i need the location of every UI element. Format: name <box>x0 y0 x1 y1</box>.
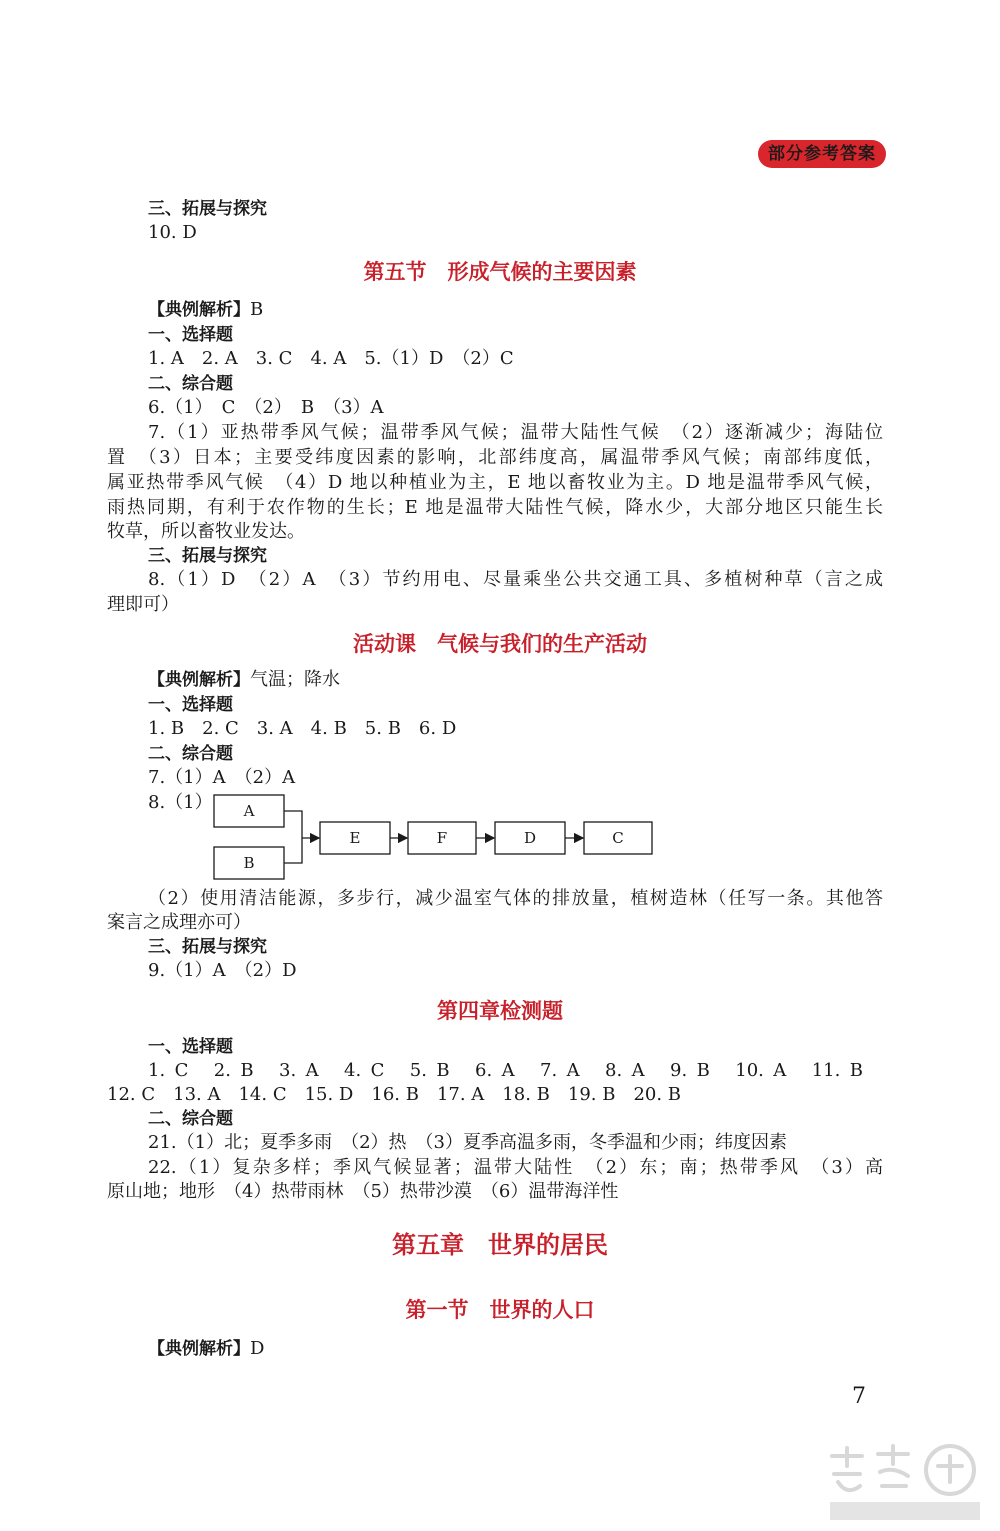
answer-line: 1. C 2. B 3. A 4. C 5. B 6. A 7. A 8. A 9. B 10. A 11. B <box>148 1060 863 1081</box>
answer-line: 8.（1） <box>148 792 213 813</box>
section-heading: 第五节 形成气候的主要因素 <box>363 260 637 284</box>
flow-label-a: A <box>243 802 255 820</box>
section-title: 一、选择题 <box>148 325 233 345</box>
answer-line: 7.（1）亚热带季风气候；温带季风气候；温带大陆性气候 （2）逐渐减少；海陆位 <box>148 422 883 443</box>
section-title: 一、选择题 <box>148 695 233 715</box>
example-label: 【典例解析】 <box>148 300 250 320</box>
flow-connector <box>284 811 302 863</box>
section-heading: 第一节 世界的人口 <box>405 1298 595 1322</box>
answer-line: 属亚热带季风气候 （4）D 地以种植业为主，E 地以畜牧业为主。D 地是温带季风气候， <box>107 472 883 493</box>
section-heading: 第四章检测题 <box>437 999 563 1023</box>
flow-label-d: D <box>523 829 537 847</box>
section-title: 一、选择题 <box>148 1037 233 1057</box>
answer-line: 1. B 2. C 3. A 4. B 5. B 6. D <box>148 718 457 739</box>
answer-line: 12. C 13. A 14. C 15. D 16. B 17. A 18. B 19. B 20. B <box>107 1084 682 1105</box>
section-title: 二、综合题 <box>148 744 233 764</box>
section-title: 二、综合题 <box>148 1109 233 1129</box>
answer-line: 7.（1）A （2）A <box>148 767 296 788</box>
section-title: 三、拓展与探究 <box>148 937 267 957</box>
example-label: 【典例解析】 <box>148 1339 250 1359</box>
example-answer: D <box>250 1338 265 1359</box>
flow-label-f: F <box>436 829 448 847</box>
answer-line: 10. D <box>148 222 197 243</box>
flow-label-b: B <box>243 854 255 872</box>
answer-line: 8.（1）D （2）A （3）节约用电、尽量乘坐公共交通工具、多植树种草（言之成 <box>148 569 883 590</box>
section-heading: 活动课 气候与我们的生产活动 <box>353 632 647 656</box>
answer-line: 6.（1） C （2） B （3）A <box>148 397 384 418</box>
answer-line: （2）使用清洁能源，多步行，减少温室气体的排放量，植树造林（任写一条。其他答 <box>148 888 883 909</box>
answer-line: 理即可） <box>107 594 179 615</box>
chapter-heading: 第五章 世界的居民 <box>392 1231 608 1259</box>
answer-line: 1. A 2. A 3. C 4. A 5.（1）D （2）C <box>148 348 514 369</box>
section-title: 三、拓展与探究 <box>148 199 267 219</box>
page-number: 7 <box>852 1384 866 1409</box>
answer-line: 22.（1）复杂多样；季风气候显著；温带大陆性 （2）东；南；热带季风 （3）高 <box>148 1157 883 1178</box>
section-title: 二、综合题 <box>148 374 233 394</box>
answer-line: 牧草，所以畜牧业发达。 <box>107 521 305 542</box>
answer-line: 9.（1）A （2）D <box>148 960 297 981</box>
answer-line: 雨热同期，有利于农作物的生长；E 地是温带大陆性气候，降水少，大部分地区只能生长 <box>107 497 883 518</box>
answer-line: 21.（1）北；夏季多雨 （2）热 （3）夏季高温多雨，冬季温和少雨；纬度因素 <box>148 1132 787 1153</box>
example-label: 【典例解析】 <box>148 670 250 690</box>
example-answer: 气温；降水 <box>250 669 340 690</box>
answer-line: 置 （3）日本；主要受纬度因素的影响，北部纬度高，属温带季风气候；南部纬度低， <box>107 447 883 468</box>
example-line <box>148 1337 264 1361</box>
section-title: 三、拓展与探究 <box>148 546 267 566</box>
watermark-logo <box>820 1436 990 1526</box>
example-answer: B <box>250 299 264 320</box>
flow-label-e: E <box>349 829 361 847</box>
answer-line: 原山地；地形 （4）热带雨林 （5）热带沙漠 （6）温带海洋性 <box>107 1181 619 1202</box>
answer-line: 案言之成理亦可） <box>107 912 251 933</box>
answer-badge: 部分参考答案 <box>758 140 886 168</box>
flow-label-c: C <box>612 829 624 847</box>
